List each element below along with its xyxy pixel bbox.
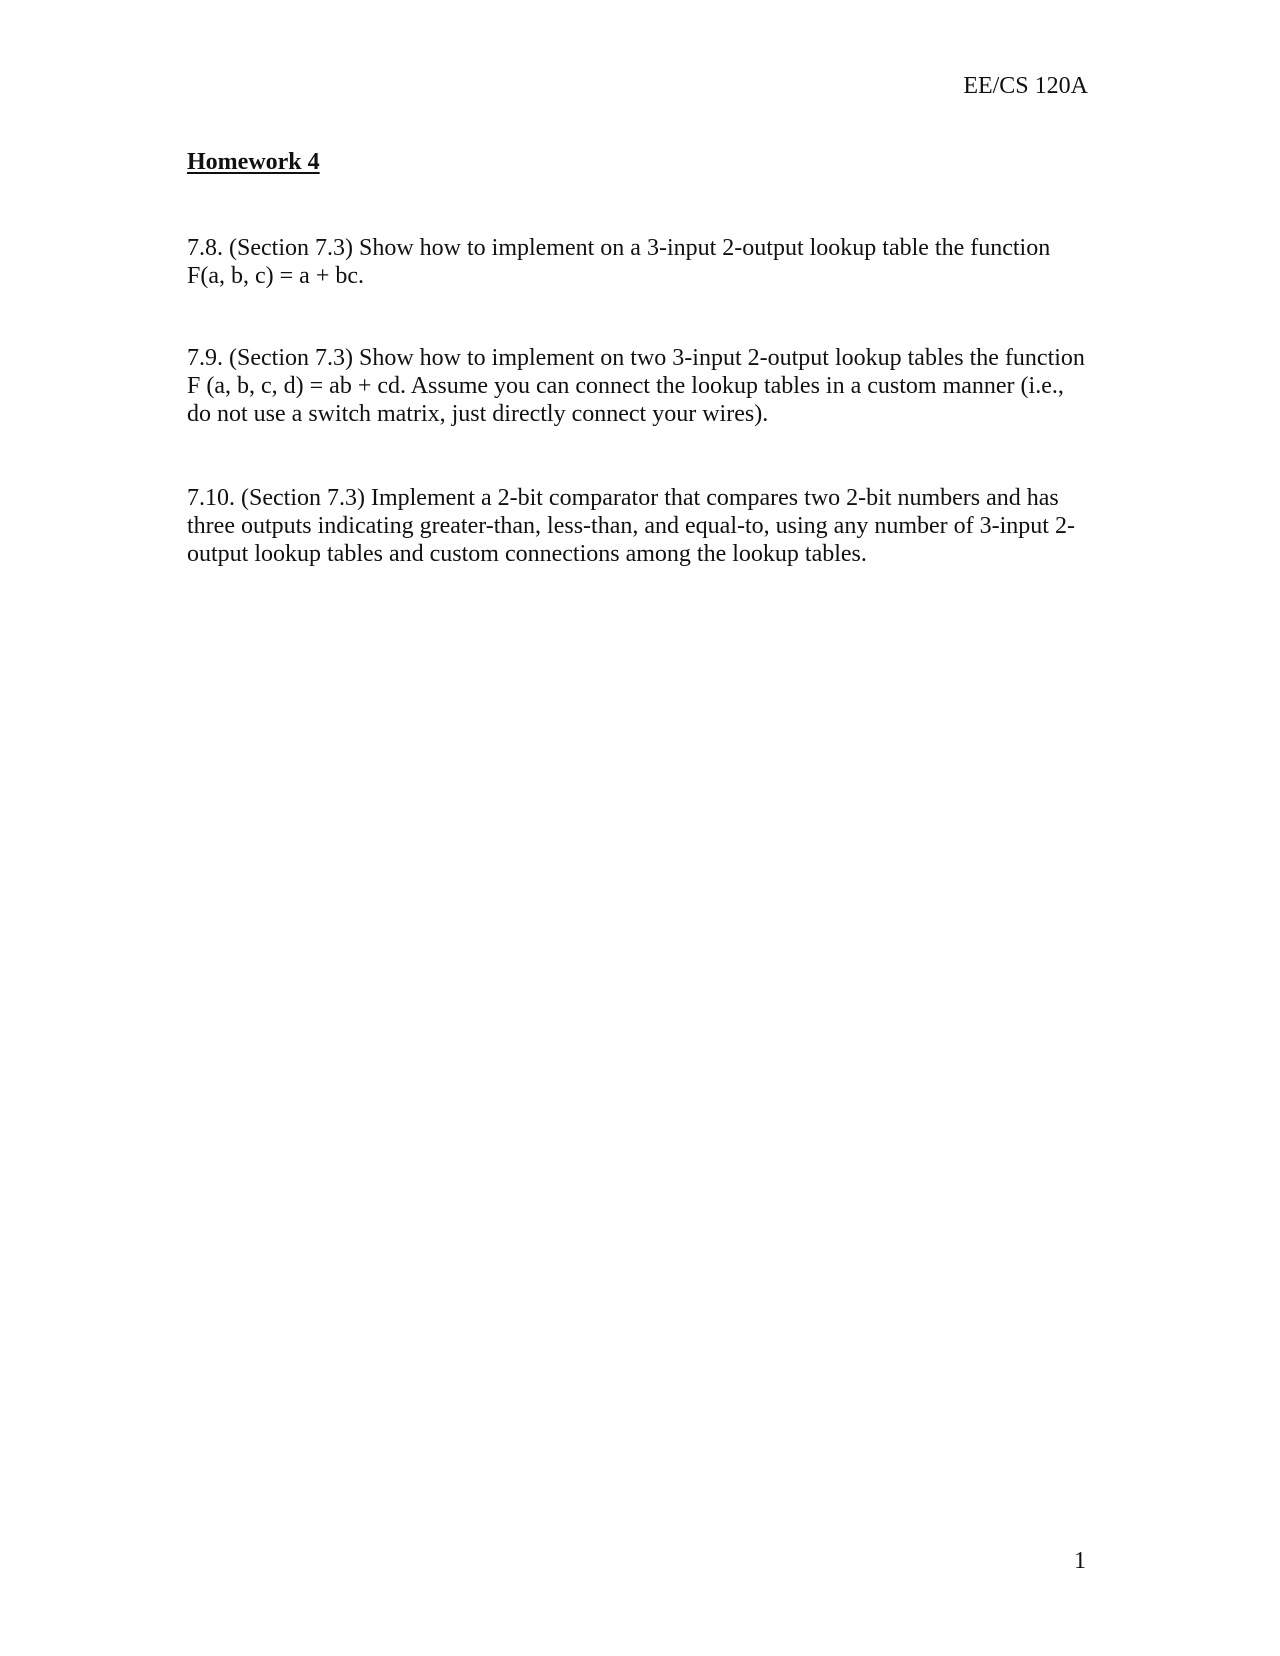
- homework-title: Homework 4: [187, 149, 320, 175]
- problem-7-9: 7.9. (Section 7.3) Show how to implement on two 3-input 2-output lookup tables the function F (a, b, c, d) = ab + cd. Assume you can connect the lookup tables in a custom manner (i.e., do not use a switch matrix, just directly connect your wires).: [187, 345, 1085, 427]
- course-header: EE/CS 120A: [963, 73, 1088, 99]
- problem-7-10: 7.10. (Section 7.3) Implement a 2-bit comparator that compares two 2-bit numbers and has three outputs indicating greater-than, less-than, and equal-to, using any number of 3-input 2-output lookup tables and custom connections among the lookup tables.: [187, 485, 1075, 567]
- problem-7-8: 7.8. (Section 7.3) Show how to implement on a 3-input 2-output lookup table the function F(a, b, c) = a + bc.: [187, 235, 1051, 289]
- page-number: 1: [1074, 1548, 1086, 1574]
